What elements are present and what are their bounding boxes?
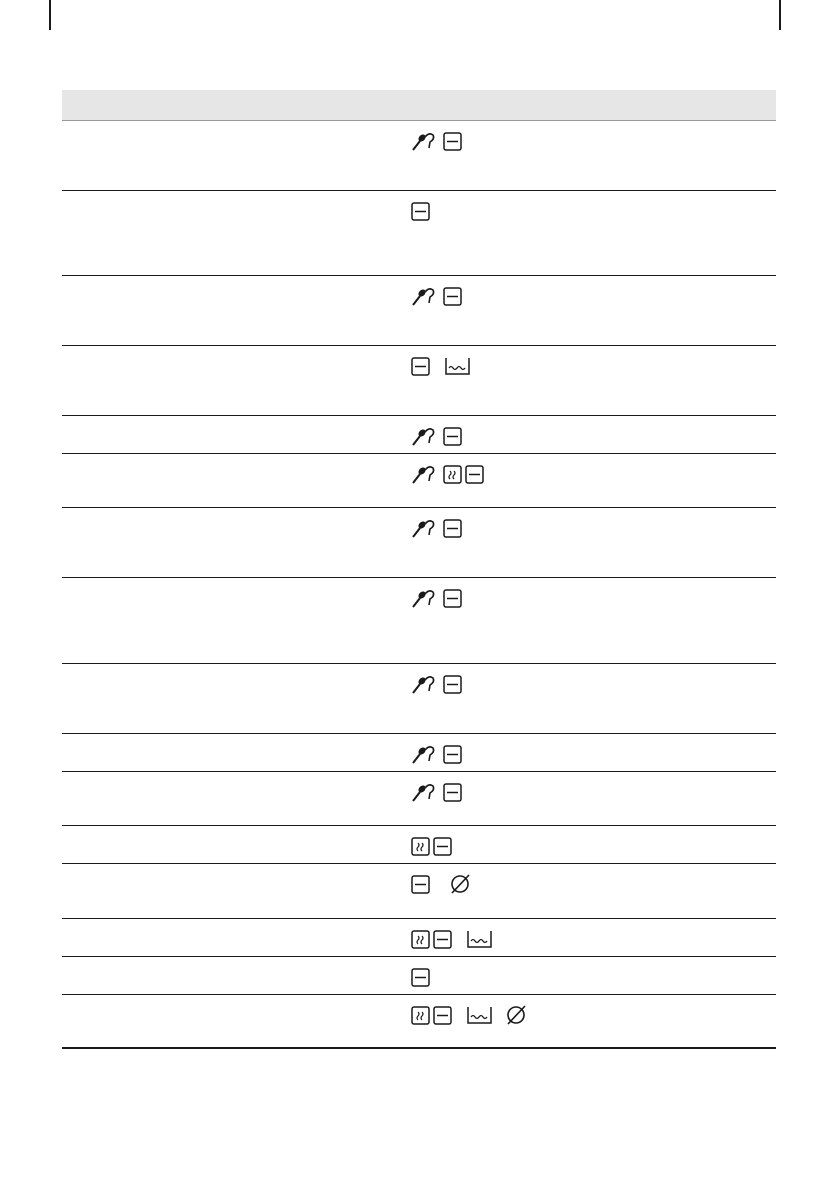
grill-icon	[444, 784, 461, 801]
grill-icon	[444, 428, 461, 445]
table-cell-2	[274, 825, 408, 863]
table-cell-2	[274, 663, 408, 733]
table-row	[62, 190, 776, 275]
table-cell-3	[408, 825, 776, 863]
table-cell-1	[62, 863, 274, 918]
icon-strip	[411, 587, 475, 609]
table-cell-3	[408, 345, 776, 415]
icon-strip	[411, 517, 475, 539]
grill-icon	[412, 358, 429, 375]
table-cell-1	[62, 577, 274, 663]
fan-heating-icon	[444, 466, 461, 483]
table-cell-1	[62, 120, 274, 190]
grill-icon	[444, 676, 461, 693]
table-cell-2	[274, 771, 408, 825]
icon-group	[408, 121, 776, 152]
table-row	[62, 825, 776, 863]
table-cell-2	[274, 918, 408, 956]
icon-strip	[411, 130, 475, 152]
icon-strip	[411, 835, 465, 857]
table-cell-3	[408, 275, 776, 345]
table-cell-2	[274, 275, 408, 345]
grill-icon	[434, 838, 451, 855]
header-cell-3	[408, 90, 776, 120]
grill-icon	[434, 1007, 451, 1024]
table-cell-3	[408, 994, 776, 1048]
no-symbol-icon	[508, 1006, 525, 1024]
icon-strip	[411, 873, 483, 895]
header-cell-2	[274, 90, 408, 120]
table-cell-1	[62, 771, 274, 825]
table-row	[62, 415, 776, 453]
icon-group	[408, 864, 776, 895]
meat-probe-icon	[413, 428, 434, 445]
function-table	[62, 90, 776, 1049]
icon-strip	[411, 673, 475, 695]
table-cell-1	[62, 415, 274, 453]
icon-strip	[411, 463, 497, 485]
icon-group	[408, 346, 776, 377]
grill-icon	[444, 746, 461, 763]
grill-icon	[444, 288, 461, 305]
table-cell-1	[62, 733, 274, 771]
icon-strip	[411, 1004, 539, 1026]
icon-group	[408, 416, 776, 447]
grill-icon	[444, 520, 461, 537]
table-cell-2	[274, 994, 408, 1048]
icon-strip	[411, 425, 475, 447]
meat-probe-icon	[413, 746, 434, 763]
icon-group	[408, 276, 776, 307]
table-cell-1	[62, 453, 274, 507]
table-row	[62, 733, 776, 771]
grill-icon	[412, 969, 429, 986]
table-cell-2	[274, 956, 408, 994]
header-row	[62, 90, 776, 120]
table-cell-1	[62, 994, 274, 1048]
table-cell-3	[408, 190, 776, 275]
meat-probe-icon	[413, 676, 434, 693]
table-cell-2	[274, 345, 408, 415]
steam-tray-icon	[468, 931, 491, 947]
table-cell-1	[62, 918, 274, 956]
icon-strip	[411, 355, 477, 377]
fan-heating-icon	[412, 1007, 429, 1024]
table-cell-3	[408, 918, 776, 956]
icon-group	[408, 995, 776, 1026]
header-cell-1	[62, 90, 274, 120]
icon-strip	[411, 200, 443, 222]
icon-group	[408, 578, 776, 609]
table-row	[62, 663, 776, 733]
table-cell-2	[274, 733, 408, 771]
meat-probe-icon	[413, 784, 434, 801]
table-cell-3	[408, 863, 776, 918]
icon-group	[408, 772, 776, 803]
table-cell-2	[274, 507, 408, 577]
icon-strip	[411, 928, 499, 950]
icon-group	[408, 919, 776, 950]
meat-probe-icon	[413, 520, 434, 537]
meat-probe-icon	[413, 288, 434, 305]
steam-tray-icon	[446, 358, 469, 374]
icon-group	[408, 508, 776, 539]
grill-icon	[444, 590, 461, 607]
table-cell-2	[274, 120, 408, 190]
icon-group	[408, 957, 776, 988]
icon-group	[408, 191, 776, 222]
table-cell-1	[62, 956, 274, 994]
table-cell-3	[408, 771, 776, 825]
icon-group	[408, 734, 776, 765]
grill-icon	[444, 133, 461, 150]
crop-mark-left	[49, 0, 51, 30]
fan-heating-icon	[412, 931, 429, 948]
meat-probe-icon	[413, 133, 434, 150]
icon-strip	[411, 781, 475, 803]
table-cell-3	[408, 663, 776, 733]
table-cell-2	[274, 415, 408, 453]
table-row	[62, 577, 776, 663]
icon-group	[408, 826, 776, 857]
icon-strip	[411, 966, 443, 988]
icon-group	[408, 454, 776, 485]
table-body	[62, 120, 776, 1048]
meat-probe-icon	[413, 590, 434, 607]
table-cell-2	[274, 863, 408, 918]
table-cell-1	[62, 275, 274, 345]
table-cell-1	[62, 507, 274, 577]
table-cell-1	[62, 190, 274, 275]
grill-icon	[412, 203, 429, 220]
table-row	[62, 994, 776, 1048]
icon-strip	[411, 743, 475, 765]
grill-icon	[466, 466, 483, 483]
table-row	[62, 345, 776, 415]
meat-probe-icon	[413, 466, 434, 483]
table-cell-2	[274, 577, 408, 663]
icon-group	[408, 664, 776, 695]
table-cell-3	[408, 453, 776, 507]
steam-tray-icon	[468, 1007, 491, 1023]
table-cell-2	[274, 453, 408, 507]
grill-icon	[434, 931, 451, 948]
table-row	[62, 507, 776, 577]
table-row	[62, 453, 776, 507]
no-symbol-icon	[452, 875, 469, 893]
table-cell-3	[408, 415, 776, 453]
table-cell-1	[62, 663, 274, 733]
table-cell-3	[408, 120, 776, 190]
table-cell-1	[62, 345, 274, 415]
table-cell-3	[408, 956, 776, 994]
table-cell-3	[408, 577, 776, 663]
table-cell-1	[62, 825, 274, 863]
table-cell-3	[408, 507, 776, 577]
table-row	[62, 771, 776, 825]
crop-mark-right	[779, 0, 781, 30]
table-row	[62, 120, 776, 190]
table-row	[62, 863, 776, 918]
icon-strip	[411, 285, 475, 307]
table-cell-3	[408, 733, 776, 771]
table-row	[62, 275, 776, 345]
table-cell-2	[274, 190, 408, 275]
table-row	[62, 918, 776, 956]
table-row	[62, 956, 776, 994]
table-header	[62, 90, 776, 120]
grill-icon	[412, 876, 429, 893]
fan-heating-icon	[412, 838, 429, 855]
